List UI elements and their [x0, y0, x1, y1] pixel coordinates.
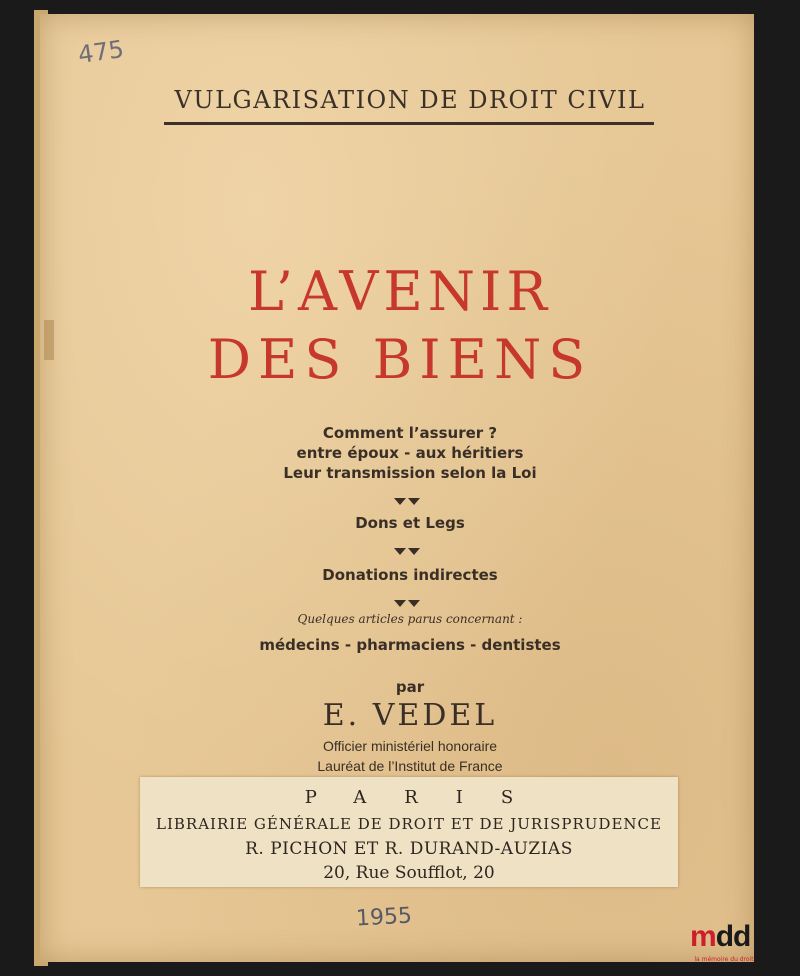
- logo-d: dd: [715, 920, 751, 953]
- series-underline: [164, 122, 654, 125]
- subtitle-section3: Donations indirectes: [322, 566, 498, 584]
- publisher-address: 20, Rue Soufflot, 20: [323, 863, 495, 883]
- triangle-ornament: [394, 490, 424, 498]
- by-label: par: [395, 678, 425, 696]
- spine-stain: [44, 320, 54, 360]
- author-credential-1: Officier ministériel honoraire: [322, 738, 498, 754]
- book-title-line1: L’AVENIR: [247, 260, 553, 323]
- handwritten-note: 475: [76, 34, 126, 70]
- logo-mark: [690, 920, 750, 954]
- mdd-logo: [690, 920, 760, 970]
- logo-tagline: la mémoire du droit: [694, 956, 754, 963]
- subtitle-line3: Leur transmission selon la Loi: [283, 464, 537, 482]
- publisher-imprint: R. PICHON ET R. DURAND-AUZIAS: [245, 839, 573, 859]
- subtitle-line1: Comment l’assurer ?: [322, 424, 498, 442]
- author-name: E. VEDEL: [322, 698, 498, 733]
- triangle-ornament: [394, 592, 424, 600]
- triangle-ornament: [394, 540, 424, 548]
- publisher-label: [140, 777, 678, 887]
- articles-note: Quelques articles parus concernant :: [297, 612, 523, 626]
- subtitle-line2: entre époux - aux héritiers: [296, 444, 524, 462]
- series-title: VULGARISATION DE DROIT CIVIL: [174, 86, 646, 114]
- publisher-name: LIBRAIRIE GÉNÉRALE DE DROIT ET DE JURISPRUDENCE: [156, 815, 662, 833]
- publisher-city: PARIS: [304, 787, 552, 808]
- professions: médecins - pharmaciens - dentistes: [259, 636, 561, 654]
- author-credential-2: Lauréat de l’Institut de France: [317, 758, 503, 774]
- handwritten-year: 1955: [355, 903, 413, 932]
- logo-m: m: [690, 920, 716, 953]
- book-title-line2: DES BIENS: [207, 328, 593, 391]
- subtitle-section2: Dons et Legs: [355, 514, 465, 532]
